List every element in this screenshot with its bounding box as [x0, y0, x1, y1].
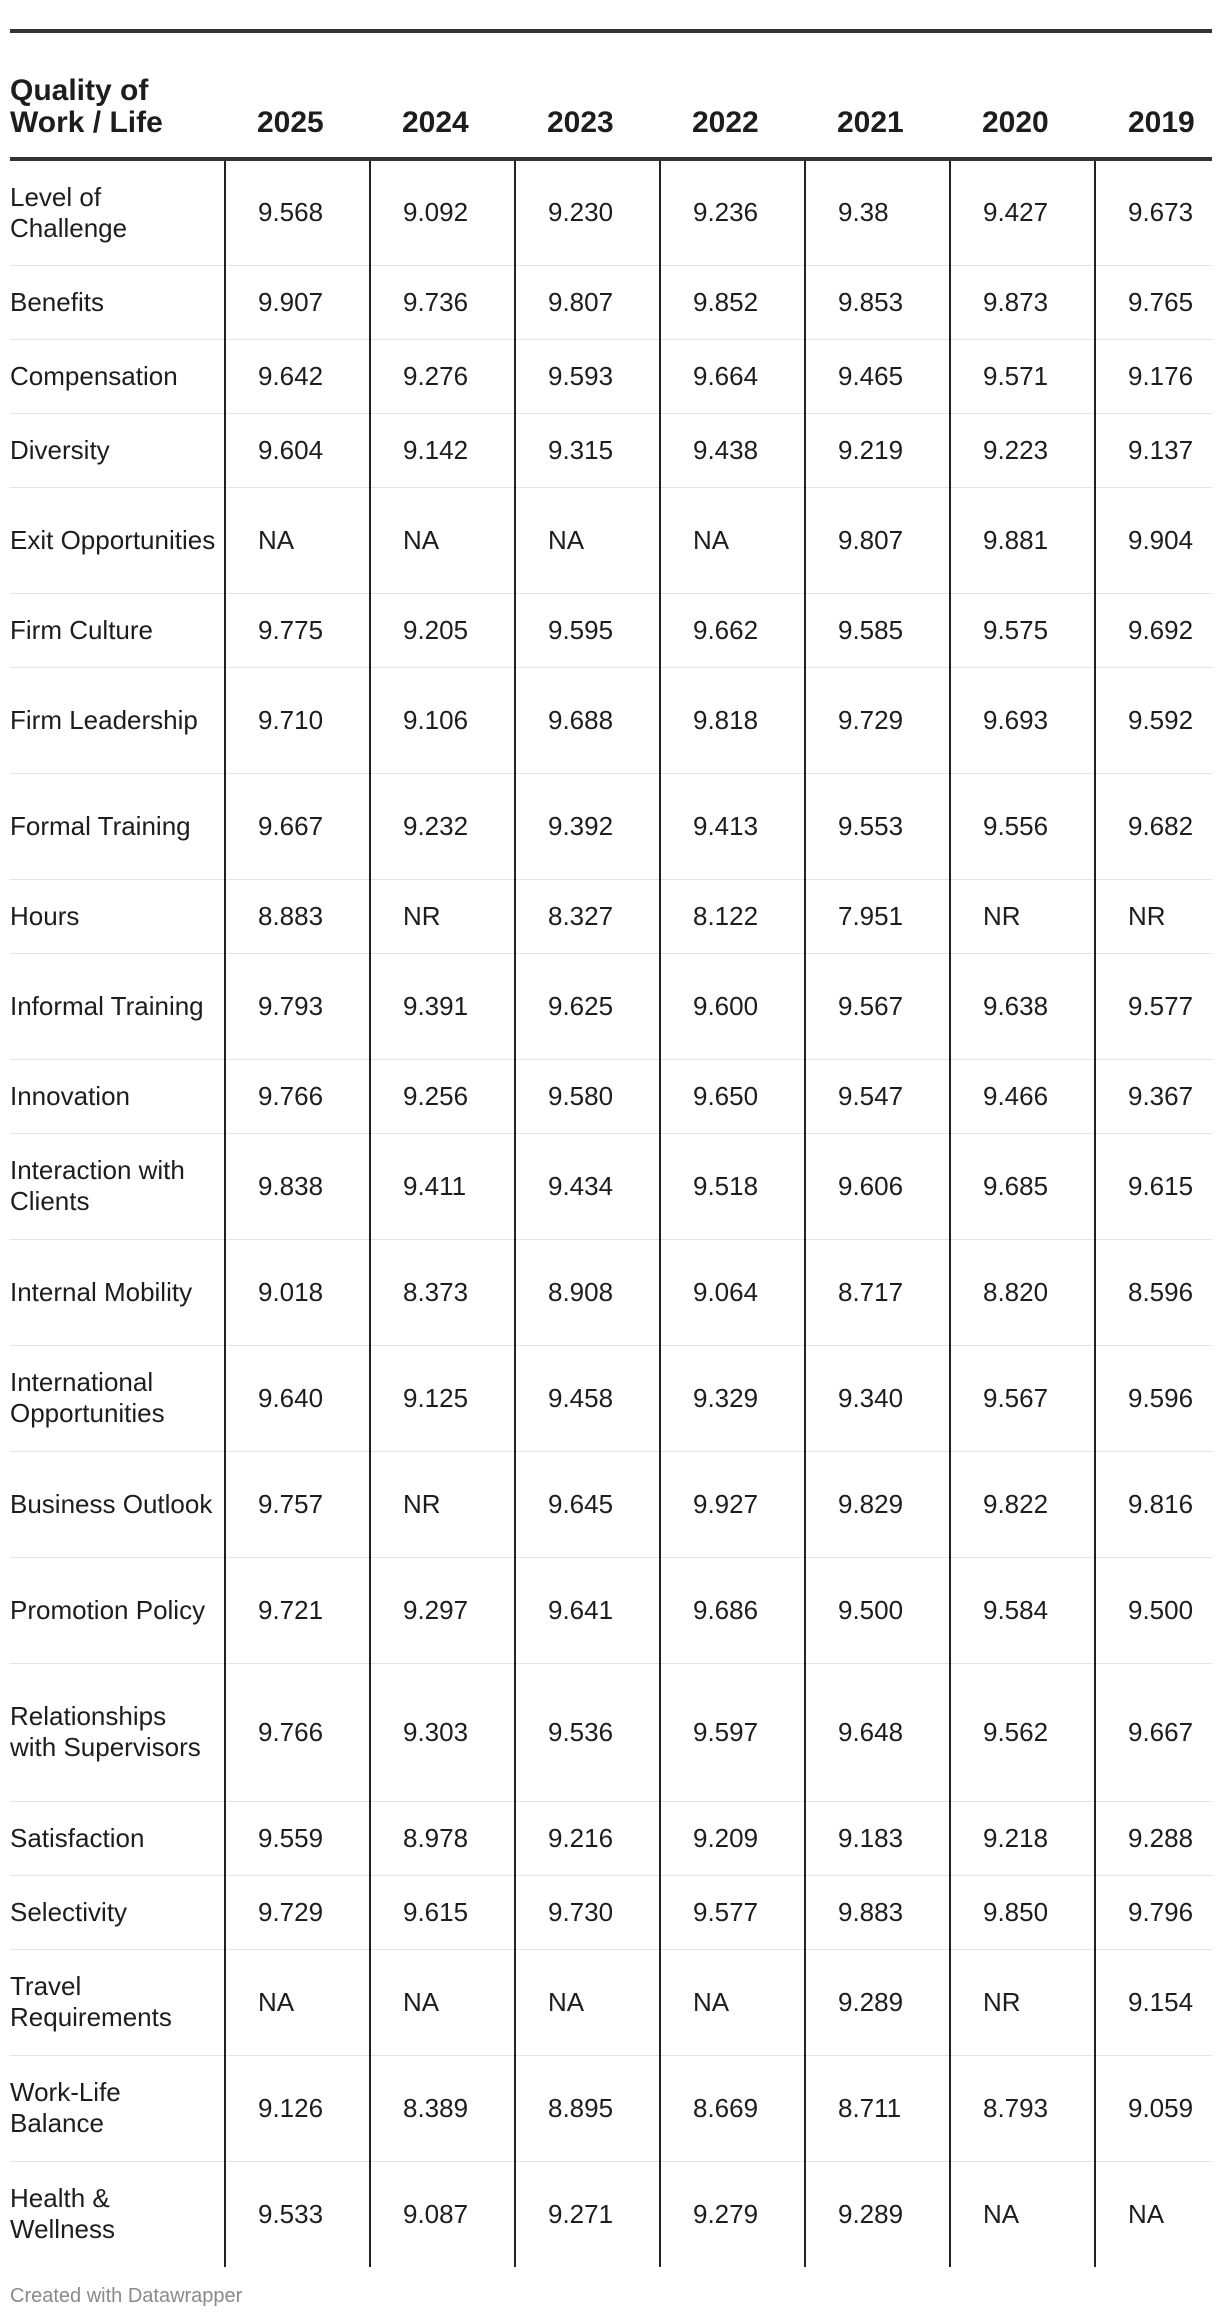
- table-cell-value: 9.232: [370, 773, 515, 879]
- table-cell-value: NR: [370, 1451, 515, 1557]
- table-row: [10, 2161, 1212, 2267]
- table-cell-value: 9.137: [1095, 413, 1212, 487]
- table-cell-value: 9.230: [515, 159, 660, 265]
- table-header-row: [10, 33, 1212, 159]
- table-cell-value: 9.883: [805, 1875, 950, 1949]
- table-cell-value: 9.276: [370, 339, 515, 413]
- table-cell-value: NA: [225, 487, 370, 593]
- table-cell-value: 9.329: [660, 1345, 805, 1451]
- row-label: Formal Training: [10, 773, 225, 879]
- table-cell-value: 9.087: [370, 2161, 515, 2267]
- table-cell-value: 9.850: [950, 1875, 1095, 1949]
- table-body: [10, 159, 1212, 2267]
- table-cell-value: 9.664: [660, 339, 805, 413]
- row-label: Interaction with Clients: [10, 1133, 225, 1239]
- table-cell-value: 9.852: [660, 265, 805, 339]
- table-cell-value: 9.059: [1095, 2055, 1212, 2161]
- quality-of-work-life-table: [10, 33, 1212, 2267]
- table-cell-value: 9.183: [805, 1801, 950, 1875]
- table-row: [10, 1801, 1212, 1875]
- table-cell-value: 9.205: [370, 593, 515, 667]
- table-cell-value: 9.413: [660, 773, 805, 879]
- table-cell-value: NA: [515, 1949, 660, 2055]
- table-cell-value: 9.645: [515, 1451, 660, 1557]
- table-cell-value: 9.092: [370, 159, 515, 265]
- table-cell-value: 9.710: [225, 667, 370, 773]
- table-cell-value: 9.822: [950, 1451, 1095, 1557]
- row-label: Health & Wellness: [10, 2161, 225, 2267]
- table-cell-value: 8.883: [225, 879, 370, 953]
- table-cell-value: 9.218: [950, 1801, 1095, 1875]
- table-row: [10, 339, 1212, 413]
- table-cell-value: 9.315: [515, 413, 660, 487]
- table-row: [10, 487, 1212, 593]
- table-cell-value: 9.816: [1095, 1451, 1212, 1557]
- table-cell-value: NA: [660, 1949, 805, 2055]
- table-row: [10, 953, 1212, 1059]
- table-cell-value: 8.711: [805, 2055, 950, 2161]
- table-row: [10, 667, 1212, 773]
- table-cell-value: 9.142: [370, 413, 515, 487]
- table-cell-value: 9.730: [515, 1875, 660, 1949]
- table-cell-value: 9.367: [1095, 1059, 1212, 1133]
- row-label: Hours: [10, 879, 225, 953]
- header-year[interactable]: 2025: [225, 33, 370, 159]
- table-cell-value: 9.685: [950, 1133, 1095, 1239]
- table-row: [10, 1875, 1212, 1949]
- table-cell-value: 9.667: [1095, 1663, 1212, 1801]
- table-cell-value: 9.807: [515, 265, 660, 339]
- table-cell-value: 9.279: [660, 2161, 805, 2267]
- table-cell-value: NA: [225, 1949, 370, 2055]
- table-cell-value: 9.686: [660, 1557, 805, 1663]
- table-cell-value: 9.106: [370, 667, 515, 773]
- table-row: [10, 1345, 1212, 1451]
- table-row: [10, 159, 1212, 265]
- table-cell-value: 9.567: [950, 1345, 1095, 1451]
- table-row: [10, 2055, 1212, 2161]
- table-cell-value: 8.373: [370, 1239, 515, 1345]
- table-cell-value: 9.571: [950, 339, 1095, 413]
- table-cell-value: 9.500: [1095, 1557, 1212, 1663]
- table-cell-value: 9.064: [660, 1239, 805, 1345]
- table-row: [10, 1557, 1212, 1663]
- table-cell-value: NR: [950, 879, 1095, 953]
- table-cell-value: 8.327: [515, 879, 660, 953]
- table-cell-value: 9.303: [370, 1663, 515, 1801]
- table-cell-value: 9.597: [660, 1663, 805, 1801]
- table-cell-value: 9.736: [370, 265, 515, 339]
- table-cell-value: 9.604: [225, 413, 370, 487]
- table-cell-value: 8.122: [660, 879, 805, 953]
- table-cell-value: 9.650: [660, 1059, 805, 1133]
- table-row: [10, 593, 1212, 667]
- row-label: Firm Culture: [10, 593, 225, 667]
- table-cell-value: 9.271: [515, 2161, 660, 2267]
- row-label: Internal Mobility: [10, 1239, 225, 1345]
- table-cell-value: 8.793: [950, 2055, 1095, 2161]
- table-row: [10, 1133, 1212, 1239]
- table-row: [10, 1451, 1212, 1557]
- table-row: [10, 265, 1212, 339]
- row-label: Satisfaction: [10, 1801, 225, 1875]
- table-cell-value: NR: [950, 1949, 1095, 2055]
- table-cell-value: 9.154: [1095, 1949, 1212, 2055]
- table-cell-value: 9.907: [225, 265, 370, 339]
- row-label: Innovation: [10, 1059, 225, 1133]
- table-cell-value: 9.216: [515, 1801, 660, 1875]
- row-label: Level of Challenge: [10, 181, 128, 243]
- table-cell-value: 9.595: [515, 593, 660, 667]
- table-row: [10, 1239, 1212, 1345]
- table-cell-value: 9.556: [950, 773, 1095, 879]
- header-year[interactable]: 2022: [660, 33, 805, 159]
- table-cell-value: 9.766: [225, 1059, 370, 1133]
- table-cell-value: NR: [370, 879, 515, 953]
- table-cell-value: 9.585: [805, 593, 950, 667]
- table-cell-value: NA: [660, 487, 805, 593]
- table-cell-value: 9.018: [225, 1239, 370, 1345]
- table-cell-value: 9.577: [1095, 953, 1212, 1059]
- row-label: Relationships with Supervisors: [10, 1663, 225, 1801]
- table-cell-value: NA: [370, 487, 515, 593]
- table-cell-value: 9.648: [805, 1663, 950, 1801]
- table-cell-value: 8.717: [805, 1239, 950, 1345]
- table-row: [10, 773, 1212, 879]
- table-cell-value: 9.600: [660, 953, 805, 1059]
- table-cell-value: 9.807: [805, 487, 950, 593]
- table-cell-value: 9.829: [805, 1451, 950, 1557]
- table-row: [10, 413, 1212, 487]
- table-cell-value: 9.256: [370, 1059, 515, 1133]
- table-cell-value: 9.642: [225, 339, 370, 413]
- table-row: [10, 1059, 1212, 1133]
- row-label: Compensation: [10, 339, 225, 413]
- row-label: Travel Requirements: [10, 1949, 225, 2055]
- table-cell-value: 9.838: [225, 1133, 370, 1239]
- table-cell-value: 9.692: [1095, 593, 1212, 667]
- table-cell-value: 8.820: [950, 1239, 1095, 1345]
- table-cell-value: 9.533: [225, 2161, 370, 2267]
- header-year[interactable]: 2020: [950, 33, 1095, 159]
- table-cell-value: 9.682: [1095, 773, 1212, 879]
- table-cell-value: 9.289: [805, 2161, 950, 2267]
- row-label: International Opportunities: [10, 1345, 225, 1451]
- table-cell-value: 9.606: [805, 1133, 950, 1239]
- table-cell-value: 9.223: [950, 413, 1095, 487]
- table-cell-value: 9.673: [1095, 159, 1212, 265]
- table-cell-value: 9.615: [370, 1875, 515, 1949]
- table-cell-value: 9.688: [515, 667, 660, 773]
- table-cell-value: 9.593: [515, 339, 660, 413]
- header-year[interactable]: 2021: [805, 33, 950, 159]
- row-label: Benefits: [10, 265, 225, 339]
- row-label: Diversity: [10, 413, 225, 487]
- table-cell-value: NA: [950, 2161, 1095, 2267]
- table-cell-value: 9.568: [225, 159, 370, 265]
- table-cell-value: 8.596: [1095, 1239, 1212, 1345]
- row-label: Informal Training: [10, 953, 225, 1059]
- table-cell-value: 9.518: [660, 1133, 805, 1239]
- table-cell-value: 9.662: [660, 593, 805, 667]
- table-cell-value: 9.559: [225, 1801, 370, 1875]
- row-label: Exit Opportunities: [10, 487, 225, 593]
- table-cell-value: 9.577: [660, 1875, 805, 1949]
- table-cell-value: 9.125: [370, 1345, 515, 1451]
- table-cell-value: 9.625: [515, 953, 660, 1059]
- table-cell-value: 9.288: [1095, 1801, 1212, 1875]
- header-year[interactable]: 2023: [515, 33, 660, 159]
- table-cell-value: 9.340: [805, 1345, 950, 1451]
- table-cell-value: 8.389: [370, 2055, 515, 2161]
- table-cell-value: 9.438: [660, 413, 805, 487]
- table-cell-value: 9.818: [660, 667, 805, 773]
- table-cell-value: 8.895: [515, 2055, 660, 2161]
- table-cell-value: 9.392: [515, 773, 660, 879]
- header-label: Quality of Work / Life: [10, 33, 225, 159]
- table-cell-value: 9.567: [805, 953, 950, 1059]
- table-cell-value: 9.500: [805, 1557, 950, 1663]
- table-row: [10, 1663, 1212, 1801]
- table-cell-value: 9.904: [1095, 487, 1212, 593]
- table-cell-value: 8.908: [515, 1239, 660, 1345]
- row-label: Work-Life Balance: [10, 2055, 225, 2161]
- header-year[interactable]: 2024: [370, 33, 515, 159]
- table-cell-value: 9.641: [515, 1557, 660, 1663]
- table-cell-value: 9.236: [660, 159, 805, 265]
- table-cell-value: 9.729: [805, 667, 950, 773]
- table-cell-value: 9.640: [225, 1345, 370, 1451]
- table-cell-value: 9.580: [515, 1059, 660, 1133]
- table-cell-value: 9.793: [225, 953, 370, 1059]
- table-cell-value: 9.536: [515, 1663, 660, 1801]
- table-cell-value: 9.775: [225, 593, 370, 667]
- table-cell-value: 7.951: [805, 879, 950, 953]
- table-cell-value: 9.553: [805, 773, 950, 879]
- header-year[interactable]: 2019: [1095, 33, 1212, 159]
- table-cell-value: NA: [515, 487, 660, 593]
- datawrapper-credit: Created with Datawrapper: [10, 2285, 243, 2307]
- table-cell-value: 9.562: [950, 1663, 1095, 1801]
- table-cell-value: 9.596: [1095, 1345, 1212, 1451]
- row-label: Firm Leadership: [10, 667, 225, 773]
- table-cell-value: 9.411: [370, 1133, 515, 1239]
- table-cell-value: 9.38: [805, 159, 950, 265]
- table-cell-value: 9.176: [1095, 339, 1212, 413]
- row-label: Promotion Policy: [10, 1557, 225, 1663]
- table-cell-value: 9.592: [1095, 667, 1212, 773]
- table-cell-value: 9.757: [225, 1451, 370, 1557]
- table-row: [10, 1949, 1212, 2055]
- table-cell-value: 9.575: [950, 593, 1095, 667]
- row-label: Business Outlook: [10, 1451, 225, 1557]
- table-cell-value: 9.584: [950, 1557, 1095, 1663]
- table-cell-value: 8.669: [660, 2055, 805, 2161]
- table-cell-value: 9.391: [370, 953, 515, 1059]
- table-cell-value: 9.721: [225, 1557, 370, 1663]
- table-cell-value: 9.297: [370, 1557, 515, 1663]
- table-cell-value: 9.289: [805, 1949, 950, 2055]
- table-cell-value: 9.873: [950, 265, 1095, 339]
- table-cell-value: 9.638: [950, 953, 1095, 1059]
- table-cell-value: 9.881: [950, 487, 1095, 593]
- table-cell-value: 9.466: [950, 1059, 1095, 1133]
- table-cell-value: 9.853: [805, 265, 950, 339]
- table-cell-value: 9.667: [225, 773, 370, 879]
- table-cell-value: 9.693: [950, 667, 1095, 773]
- table-cell-value: 9.465: [805, 339, 950, 413]
- table-cell-value: 9.547: [805, 1059, 950, 1133]
- table-cell-value: 9.729: [225, 1875, 370, 1949]
- table-cell-value: 9.458: [515, 1345, 660, 1451]
- table-cell-value: 9.434: [515, 1133, 660, 1239]
- table-cell-value: 9.796: [1095, 1875, 1212, 1949]
- table-cell-value: NR: [1095, 879, 1212, 953]
- table-row: [10, 879, 1212, 953]
- table-cell-value: 9.927: [660, 1451, 805, 1557]
- table-cell-value: 9.219: [805, 413, 950, 487]
- table-cell-value: NA: [370, 1949, 515, 2055]
- table-cell-value: 9.615: [1095, 1133, 1212, 1239]
- table-cell-value: 9.126: [225, 2055, 370, 2161]
- table-cell-value: NA: [1095, 2161, 1212, 2267]
- table-cell-value: 9.765: [1095, 265, 1212, 339]
- row-label: Selectivity: [10, 1875, 225, 1949]
- table-cell-value: 9.766: [225, 1663, 370, 1801]
- table-cell-value: 9.427: [950, 159, 1095, 265]
- table-cell-value: 9.209: [660, 1801, 805, 1875]
- table-cell-value: 8.978: [370, 1801, 515, 1875]
